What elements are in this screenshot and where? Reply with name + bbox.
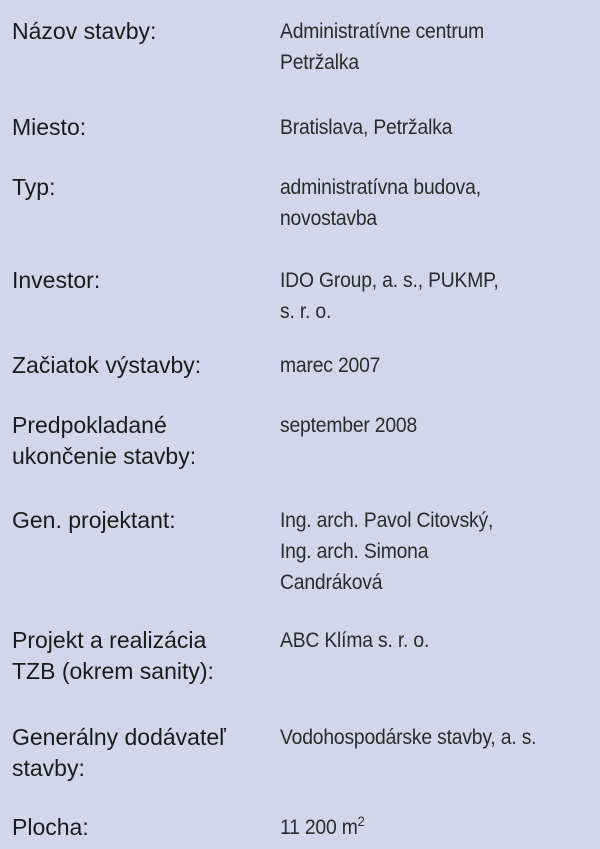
value-construction-start: marec 2007: [280, 354, 381, 377]
label-area: Plocha:: [12, 814, 89, 840]
value-area: [280, 812, 574, 843]
value-general-contractor: Vodohospodárske stavby, a. s.: [280, 726, 537, 749]
value-investor: IDO Group, a. s., PUKMP, s. r. o.: [280, 269, 499, 323]
value-location: Bratislava, Petržalka: [280, 116, 453, 139]
value-project-name: Administratívne centrum Petržalka: [280, 20, 485, 74]
label-type: Typ:: [12, 174, 56, 200]
value-general-designer: Ing. arch. Pavol Citovský, Ing. arch. Simona Candráková: [280, 509, 494, 594]
label-project-name: Názov stavby:: [12, 18, 157, 44]
label-general-designer: Gen. projektant:: [12, 507, 176, 533]
label-expected-completion: Predpokladané ukončenie stavby:: [12, 412, 197, 469]
value-expected-completion: september 2008: [280, 414, 418, 437]
label-tzb-project: Projekt a realizácia TZB (okrem sanity):: [12, 627, 214, 684]
area-number: 11 200 m: [280, 816, 358, 839]
label-general-contractor: Generálny dodávateľ stavby:: [12, 724, 226, 781]
label-investor: Investor:: [12, 267, 101, 293]
value-tzb-project: ABC Klíma s. r. o.: [280, 629, 430, 652]
label-location: Miesto:: [12, 114, 87, 140]
area-exponent: 2: [357, 813, 365, 829]
value-type: administratívna budova, novostavba: [280, 176, 481, 230]
label-construction-start: Začiatok výstavby:: [12, 352, 202, 378]
